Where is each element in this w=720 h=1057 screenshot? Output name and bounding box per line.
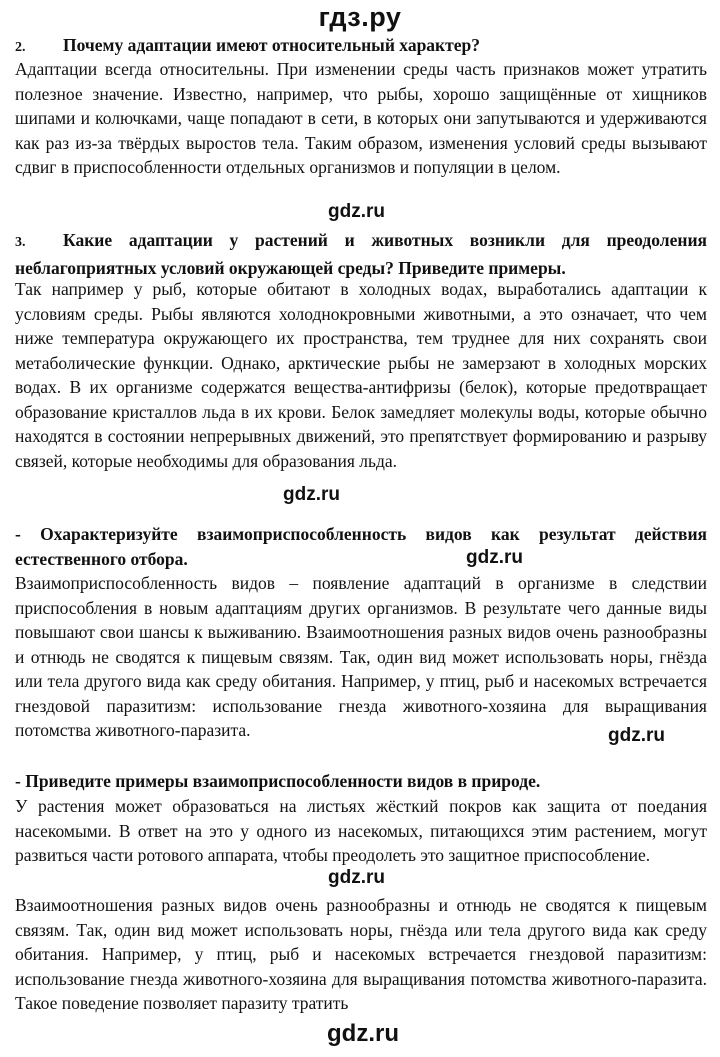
watermark-3: gdz.ru: [466, 547, 523, 568]
answer-2: Адаптации всегда относительны. При изменении среды часть признаков может утратить полезное значение. Известно, например, что рыбы, хорошо защищённые от хищников шипами и колючками, чаще попадают в сети, в которых они запутываются и удерживаются как раз из-за твёрдых выростов тела. Таким образом, изменения условий среды вызывают сдвиг в приспособленности отдельных организмов и популяции в целом.: [15, 59, 707, 177]
answer-4: Взаимоприспособленность видов – появление адаптаций в организме в следствии приспособления в новым адаптациям других организмов. В результате чего данные виды повышают свои шансы к выживанию. Взаимоотношения разных видов очень разнообразны и отнюдь не сводятся к пищевым связям. Так, один вид может использовать норы, гнёзда или тела другого вида как среду обитания. Например, у птиц, рыб и насекомых встречается гнездовой паразитизм: использование гнезда животного-хозяина для выращивания потомства животного-паразита.: [15, 573, 707, 740]
question-5-heading: - Приведите примеры взаимоприспособленности видов в природе.: [15, 771, 541, 791]
question-3-heading: [15, 228, 707, 280]
question-4-heading: - Охарактеризуйте взаимоприспособленность видов как результат действия естественного отбора.: [15, 524, 707, 569]
question-2-text: Почему адаптации имеют относительный характер?: [63, 35, 480, 55]
watermark-4: gdz.ru: [608, 725, 665, 746]
watermark-6: gdz.ru: [327, 1020, 399, 1047]
watermark-5: gdz.ru: [328, 867, 385, 888]
site-title: гдз.ру: [318, 2, 402, 32]
question-3-text: Какие адаптации у растений и животных возникли для преодоления неблагоприятных условий окружающей среды? Приведите примеры.: [15, 230, 707, 278]
question-3-number: 3.: [15, 235, 26, 250]
answer-5-part-2: Взаимоотношения разных видов очень разнообразны и отнюдь не сводятся к пищевым связям. Так, один вид может использовать норы, гнёзда или тела другого вида как среду обитания. Например, у птиц, рыб и насекомых встречается гнездовой паразитизм: использование гнезда животного-хозяина для выращивания потомства животного-паразита. Такое поведение позволяет паразиту тратить: [15, 895, 707, 1013]
watermark-2: gdz.ru: [283, 484, 340, 505]
answer-3: Так например у рыб, которые обитают в холодных водах, выработались адаптации к условиям среды. Рыбы являются холоднокровными животными, а это означает, что чем ниже температура окружающего их пространства, тем труднее для них сохранять свои метаболические функции. Однако, арктические рыбы не замерзают в холодных морских водах. В их организме содержатся вещества-антифризы (белок), которые предотвращает образование кристаллов льда в их крови. Белок замедляет молекулы воды, которые обычно находятся в состоянии непрерывных движений, это препятствует формированию и разрыву связей, которые необходимы для образования льда.: [15, 279, 707, 471]
watermark-1: gdz.ru: [328, 201, 385, 222]
question-2-number: 2.: [15, 40, 26, 55]
answer-5-part-1: У растения может образоваться на листьях жёсткий покров как защита от поедания насекомыми. В ответ на это у одного из насекомых, питающихся этим растением, могут развиться части ротового аппарата, чтобы преодолеть это защитное приспособление.: [15, 796, 707, 865]
